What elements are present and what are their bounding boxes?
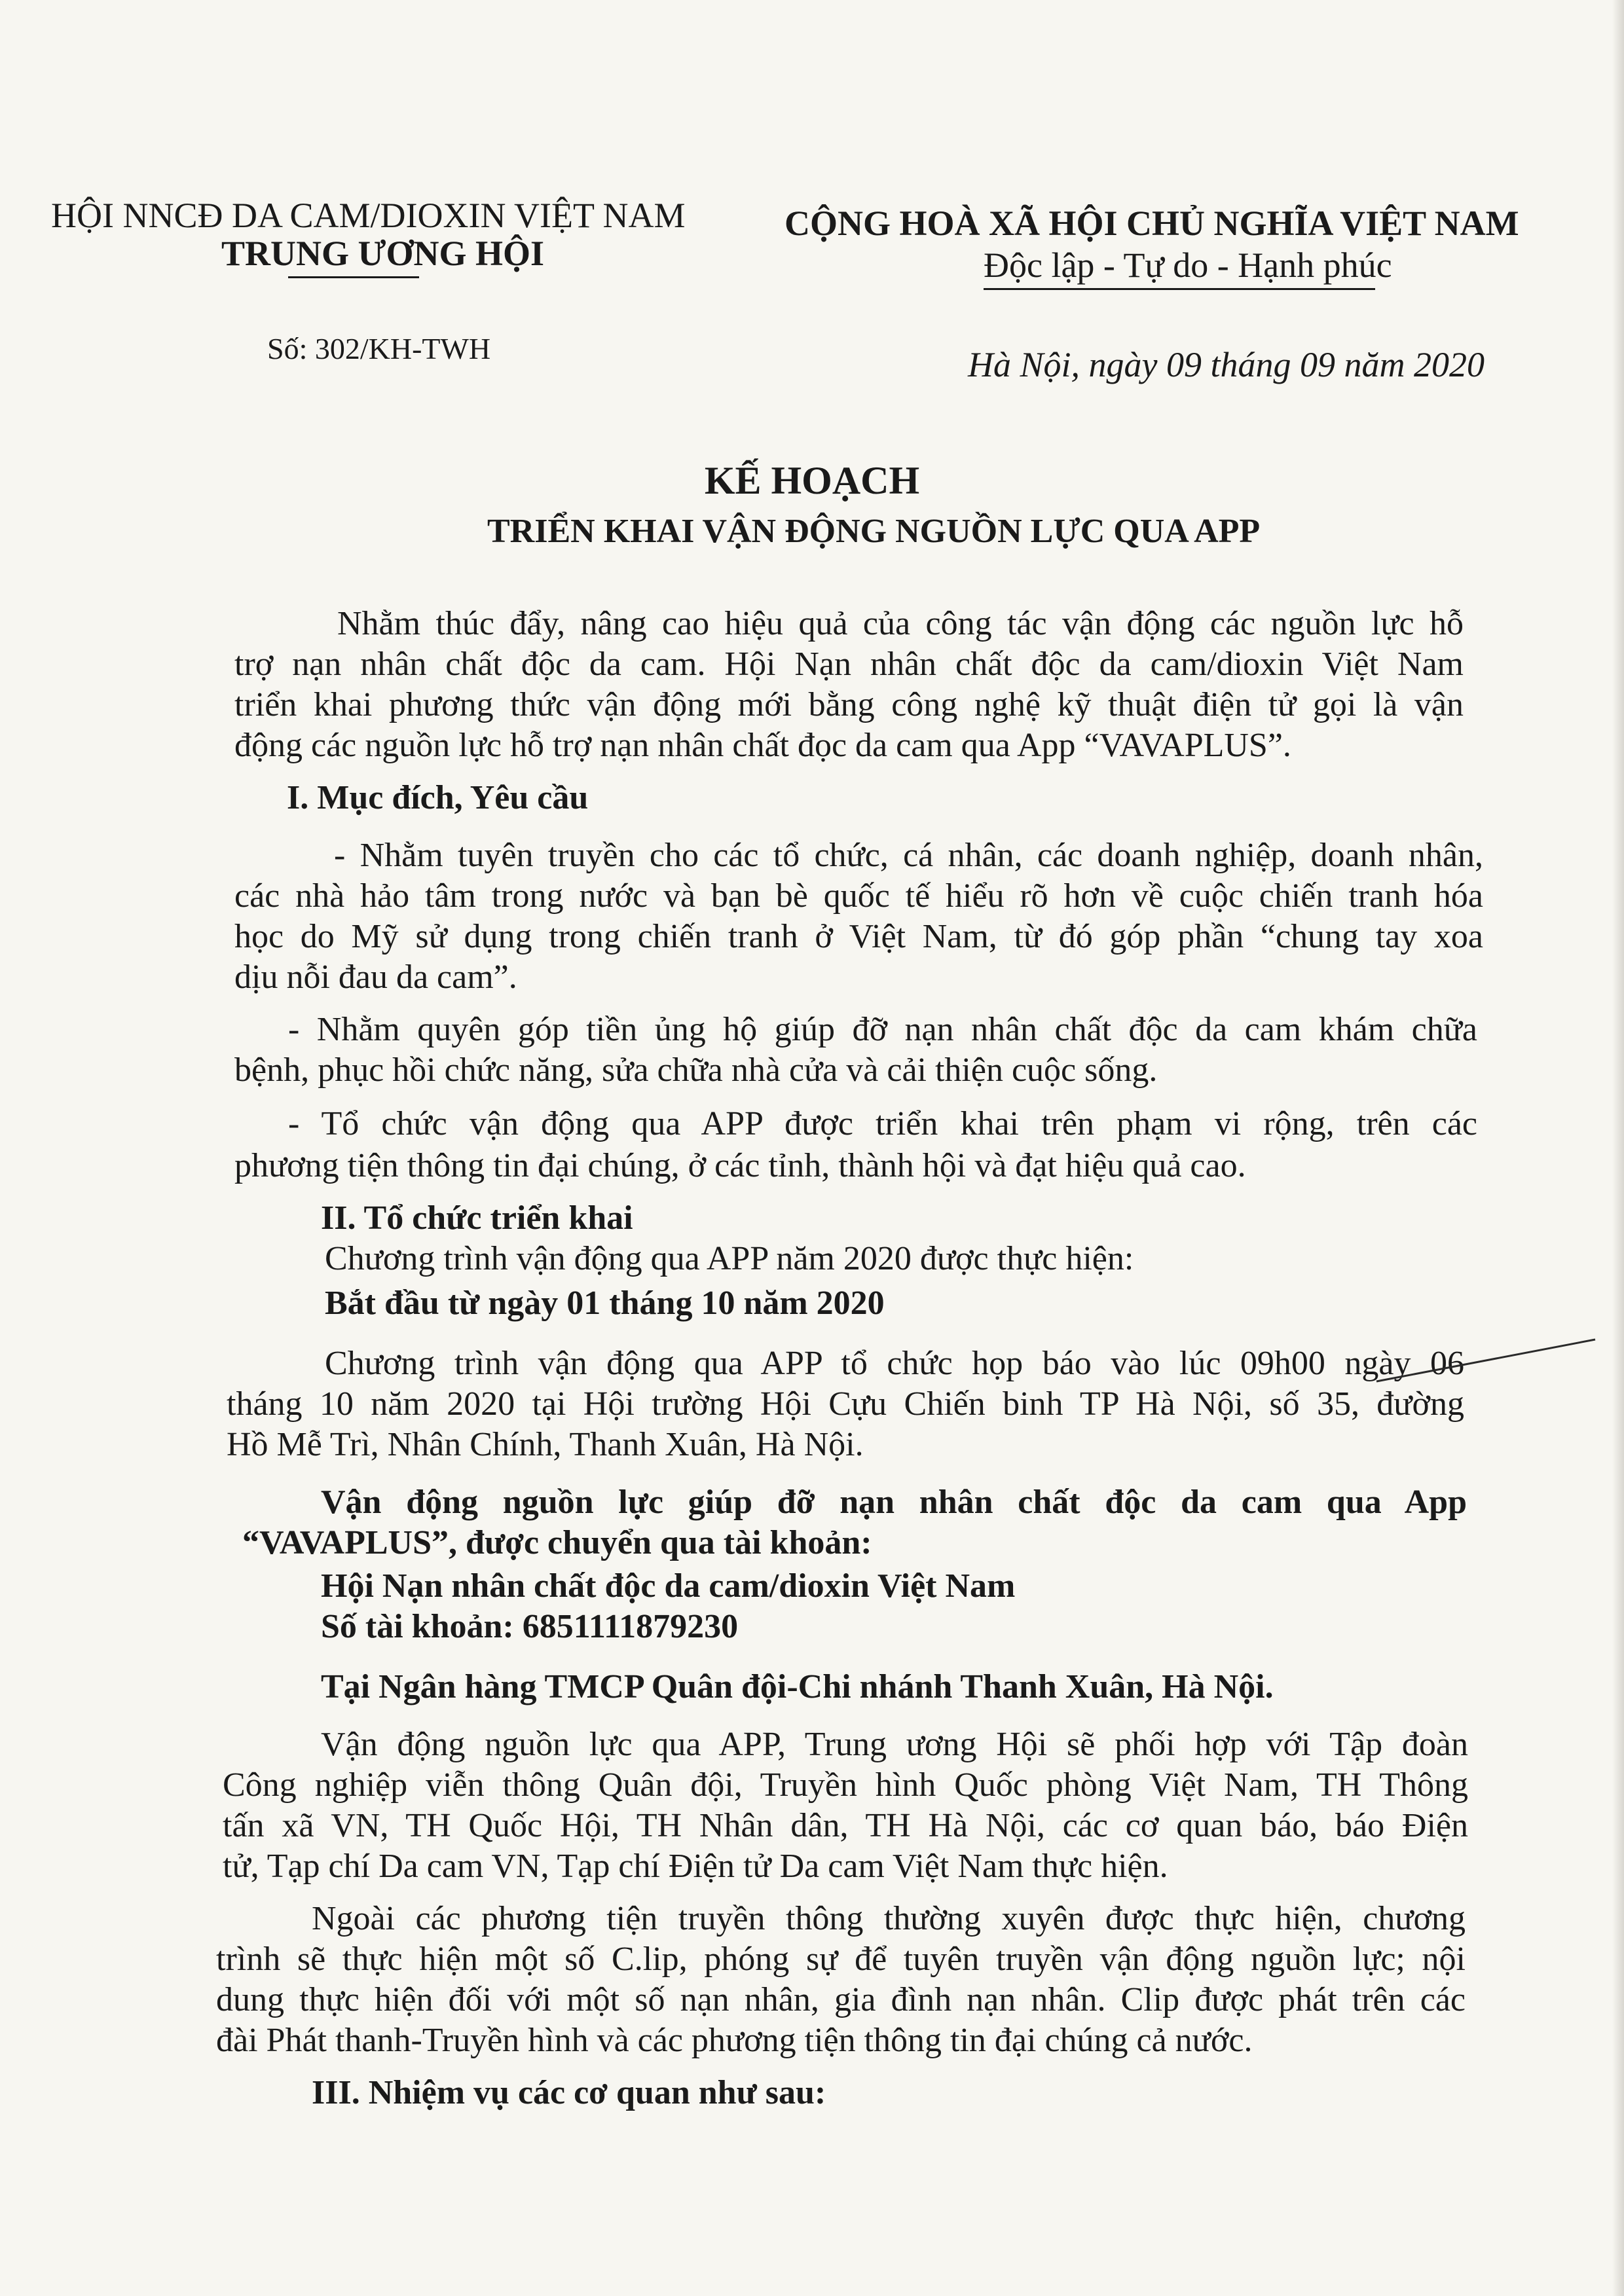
motto: Độc lập - Tự do - Hạnh phúc — [984, 246, 1392, 285]
start-date: Bắt đầu từ ngày 01 tháng 10 năm 2020 — [325, 1285, 885, 1322]
paragraph-line: Ngoài các phương tiện truyền thông thường xuyên được thực hiện, chương — [312, 1900, 1466, 1937]
paragraph-line: bệnh, phục hồi chức năng, sửa chữa nhà cửa và cải thiện cuộc sống. — [234, 1051, 1158, 1089]
paragraph-line: - Tổ chức vận động qua APP được triển khai trên phạm vi rộng, trên các — [288, 1105, 1477, 1142]
nation-title: CỘNG HOÀ XÃ HỘI CHỦ NGHĨA VIỆT NAM — [784, 204, 1519, 243]
section-heading: III. Nhiệm vụ các cơ quan như sau: — [312, 2074, 826, 2111]
intro-line: trợ nạn nhân chất độc da cam. Hội Nạn nhân chất độc da cam/dioxin Việt Nam — [234, 646, 1464, 683]
page-edge-shadow — [1612, 0, 1624, 2296]
intro-line: triển khai phương thức vận động mới bằng công nghệ kỹ thuật điện tử gọi là vận — [234, 686, 1464, 723]
document-number: Số: 302/KH-TWH — [267, 332, 491, 365]
place-date: Hà Nội, ngày 09 tháng 09 năm 2020 — [968, 345, 1485, 384]
pen-stroke — [1375, 1336, 1598, 1388]
bank-name: Tại Ngân hàng TMCP Quân đội-Chi nhánh Thanh Xuân, Hà Nội. — [321, 1668, 1274, 1705]
paragraph-line: học do Mỹ sử dụng trong chiến tranh ở Việt Nam, từ đó góp phần “chung tay xoa — [234, 918, 1483, 955]
account-name: Hội Nạn nhân chất độc da cam/dioxin Việt Nam — [321, 1567, 1016, 1605]
intro-line: động các nguồn lực hỗ trợ nạn nhân chất đọc da cam qua App “VAVAPLUS”. — [234, 727, 1291, 764]
paragraph-line: Chương trình vận động qua APP năm 2020 được thực hiện: — [325, 1240, 1134, 1277]
account-number: Số tài khoản: 6851111879230 — [321, 1608, 739, 1645]
paragraph-line: dung thực hiện đối với một số nạn nhân, gia đình nạn nhân. Clip được phát trên các — [216, 1981, 1466, 2018]
org-underline — [288, 276, 419, 278]
paragraph-line: tử, Tạp chí Da cam VN, Tạp chí Điện tử Da cam Việt Nam thực hiện. — [223, 1848, 1168, 1885]
transfer-line: Vận động nguồn lực giúp đỡ nạn nhân chất độc da cam qua App — [321, 1484, 1467, 1521]
paragraph-line: Công nghiệp viễn thông Quân đội, Truyền hình Quốc phòng Việt Nam, TH Thông — [223, 1766, 1468, 1804]
paragraph-line: các nhà hảo tâm trong nước và bạn bè quốc tế hiểu rõ hơn về cuộc chiến tranh hóa — [234, 877, 1483, 915]
transfer-line: “VAVAPLUS”, được chuyển qua tài khoản: — [242, 1524, 872, 1561]
paragraph-line: đài Phát thanh-Truyền hình và các phương tiện thông tin đại chúng cả nước. — [216, 2022, 1253, 2059]
paragraph-line: Hồ Mễ Trì, Nhân Chính, Thanh Xuân, Hà Nội. — [227, 1426, 864, 1463]
org-subname: TRUNG ƯƠNG HỘI — [221, 234, 545, 273]
paragraph-line: - Nhằm quyên góp tiền ủng hộ giúp đỡ nạn nhân chất độc da cam khám chữa — [288, 1011, 1477, 1048]
paragraph-line: tấn xã VN, TH Quốc Hội, TH Nhân dân, TH Hà Nội, các cơ quan báo, báo Điện — [223, 1807, 1468, 1844]
motto-underline — [984, 288, 1375, 290]
intro-line: Nhằm thúc đẩy, nâng cao hiệu quả của công tác vận động các nguồn lực hỗ — [337, 605, 1464, 642]
paragraph-line: tháng 10 năm 2020 tại Hội trường Hội Cựu Chiến binh TP Hà Nội, số 35, đường — [227, 1385, 1464, 1423]
paragraph-line: trình sẽ thực hiện một số C.lip, phóng sự để tuyên truyền vận động nguồn lực; nội — [216, 1941, 1466, 1978]
document-title: KẾ HOẠCH — [704, 459, 920, 502]
paragraph-line: Chương trình vận động qua APP tổ chức họp báo vào lúc 09h00 ngày 06 — [325, 1345, 1464, 1382]
paragraph-line: dịu nỗi đau da cam”. — [234, 958, 517, 996]
section-heading: II. Tổ chức triển khai — [321, 1199, 633, 1237]
paragraph-line: - Nhằm tuyên truyền cho các tổ chức, cá nhân, các doanh nghiệp, doanh nhân, — [334, 837, 1483, 874]
org-name: HỘI NNCĐ DA CAM/DIOXIN VIỆT NAM — [51, 196, 686, 235]
section-heading: I. Mục đích, Yêu cầu — [287, 779, 589, 816]
paragraph-line: Vận động nguồn lực qua APP, Trung ương Hội sẽ phối hợp với Tập đoàn — [321, 1726, 1468, 1763]
document-subtitle: TRIỂN KHAI VẬN ĐỘNG NGUỒN LỰC QUA APP — [487, 513, 1261, 550]
paragraph-line: phương tiện thông tin đại chúng, ở các tỉnh, thành hội và đạt hiệu quả cao. — [234, 1147, 1246, 1184]
